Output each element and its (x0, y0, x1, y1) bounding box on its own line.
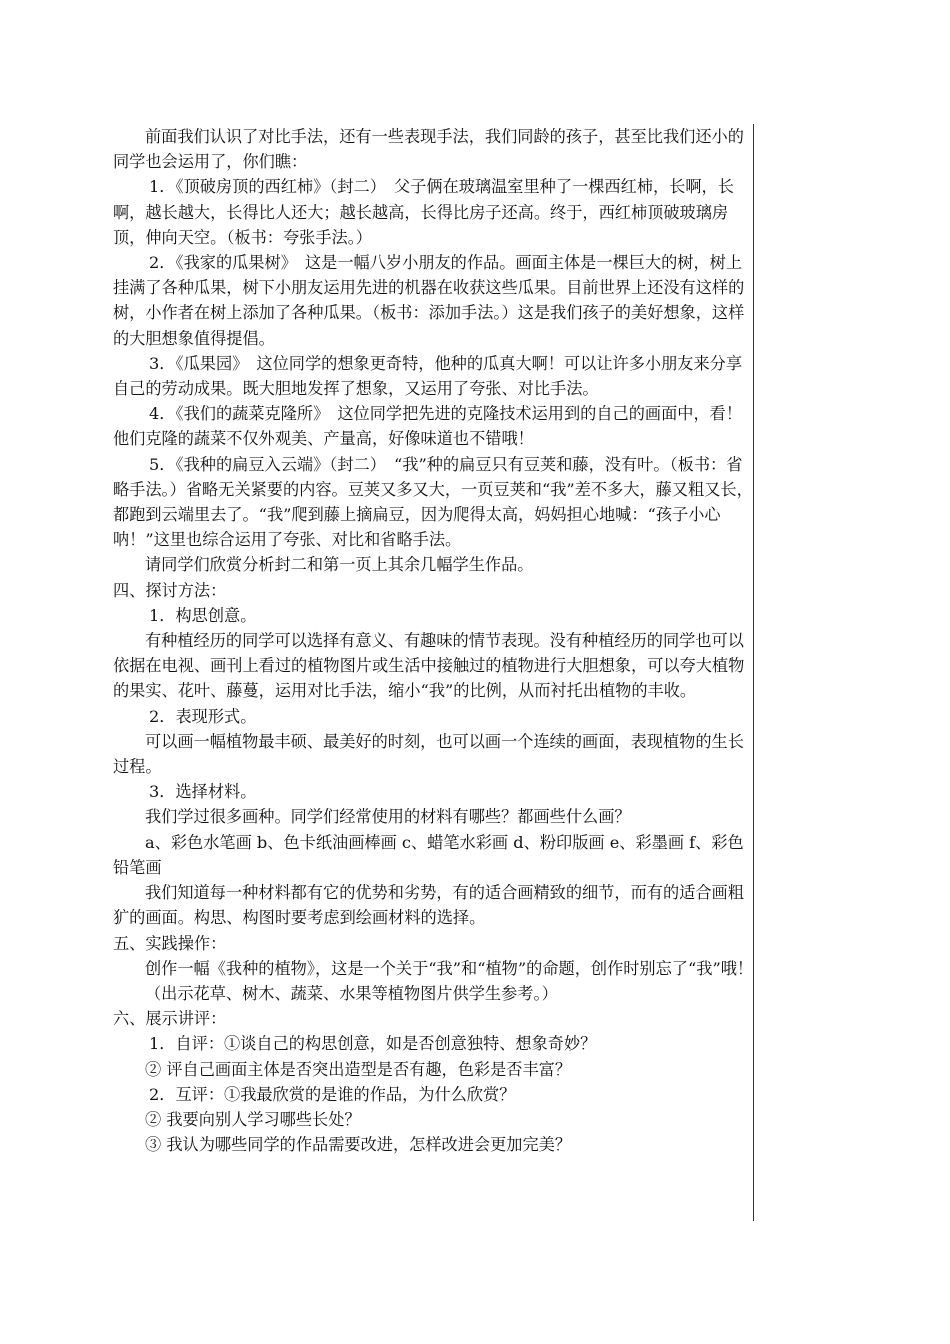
paragraph: 有种植经历的同学可以选择有意义、有趣味的情节表现。没有种植经历的同学也可以依据在电视、画刊上看过的植物图片或生活中接触过的植物进行大胆想象，可以夸大植物的果实、花叶、藤蔓，运用对比手法，缩小“我”的比例，从而衬托出植物的丰收。 (113, 631, 745, 701)
paragraph: 前面我们认识了对比手法，还有一些表现手法，我们同龄的孩子，甚至比我们还小的同学也会运用了，你们瞧： (113, 127, 744, 172)
paragraph: 2．互评：①我最欣赏的是谁的作品，为什么欣赏？ (149, 1084, 516, 1104)
paragraph: 四、探讨方法： (113, 580, 227, 600)
paragraph: 我们学过很多画种。同学们经常使用的材料有哪些？都画些什么画？ (145, 807, 631, 827)
paragraph: 请同学们欣赏分析封二和第一页上其余几幅学生作品。 (145, 555, 534, 575)
paragraph: 我们知道每一种材料都有它的优势和劣势，有的适合画精致的细节，而有的适合画粗犷的画面。构思、构图时要考虑到绘画材料的选择。 (113, 883, 744, 928)
paragraph: 4．《我们的蔬菜克隆所》 这位同学把先进的克隆技术运用到的自己的画面中，看！他们克隆的蔬菜不仅外观美、产量高，好像味道也不错哦！ (113, 404, 743, 449)
paragraph: 五、实践操作： (113, 933, 227, 953)
paragraph: 2．表现形式。 (149, 706, 257, 726)
paragraph: 创作一幅《我种的植物》，这是一个关于“我”和“植物”的命题，创作时别忘了“我”哦！ (145, 958, 754, 978)
lesson-body (113, 124, 758, 1157)
paragraph: 3．选择材料。 (149, 782, 257, 802)
paragraph: 1．自评：①谈自己的构思创意，如是否创意独特、想象奇妙？ (149, 1034, 597, 1054)
paragraph: ② 我要向别人学习哪些长处？ (145, 1109, 361, 1129)
paragraph: 5．《我种的扁豆入云端》（封二） “我”种的扁豆只有豆荚和藤，没有叶。（板书：省略手法。）省略无关紧要的内容。豆荚又多又大，一页豆荚和“我”差不多大，藤又粗又长，都跑到云端里去了。“我”爬到藤上摘扁豆，因为爬得太高，妈妈担心地喊：“孩子小心呐！”这里也综合运用了夸张、对比和省略手法。 (113, 454, 753, 550)
paragraph: 1．《顶破房顶的西红柿》（封二） 父子俩在玻璃温室里种了一棵西红柿，长啊，长啊，越长越大，长得比人还大；越长越高，长得比房子还高。终于，西红柿顶破玻璃房顶，伸向天空。（板书：夸张手法。） (113, 177, 734, 247)
paragraph: （出示花草、树木、蔬菜、水果等植物图片供学生参考。） (145, 983, 558, 1003)
paragraph: 2．《我家的瓜果树》 这是一幅八岁小朋友的作品。画面主体是一棵巨大的树，树上挂满了各种瓜果，树下小朋友运用先进的机器在收获这些瓜果。目前世界上还没有这样的树，小作者在树上添加了各种瓜果。（板书：添加手法。）这是我们孩子的美好想象，这样的大胆想象值得提倡。 (113, 253, 745, 348)
paragraph: 可以画一幅植物最丰硕、最美好的时刻，也可以画一个连续的画面，表现植物的生长过程。 (113, 731, 744, 777)
paragraph: 1．构思创意。 (149, 605, 257, 625)
paragraph: ③ 我认为哪些同学的作品需要改进，怎样改进会更加完美？ (145, 1135, 572, 1155)
paragraph: a、彩色水笔画 b、色卡纸油画棒画 c、蜡笔水彩画 d、粉印版画 e、彩墨画 f、彩色铅笔画 (113, 832, 744, 877)
paragraph: 3．《瓜果园》 这位同学的想象更奇特，他种的瓜真大啊！可以让许多小朋友来分享自己的劳动成果。既大胆地发挥了想象，又运用了夸张、对比手法。 (113, 353, 743, 399)
paragraph: ② 评自己画面主体是否突出造型是否有趣，色彩是否丰富？ (145, 1059, 572, 1079)
paragraph: 六、展示讲评： (113, 1009, 227, 1029)
